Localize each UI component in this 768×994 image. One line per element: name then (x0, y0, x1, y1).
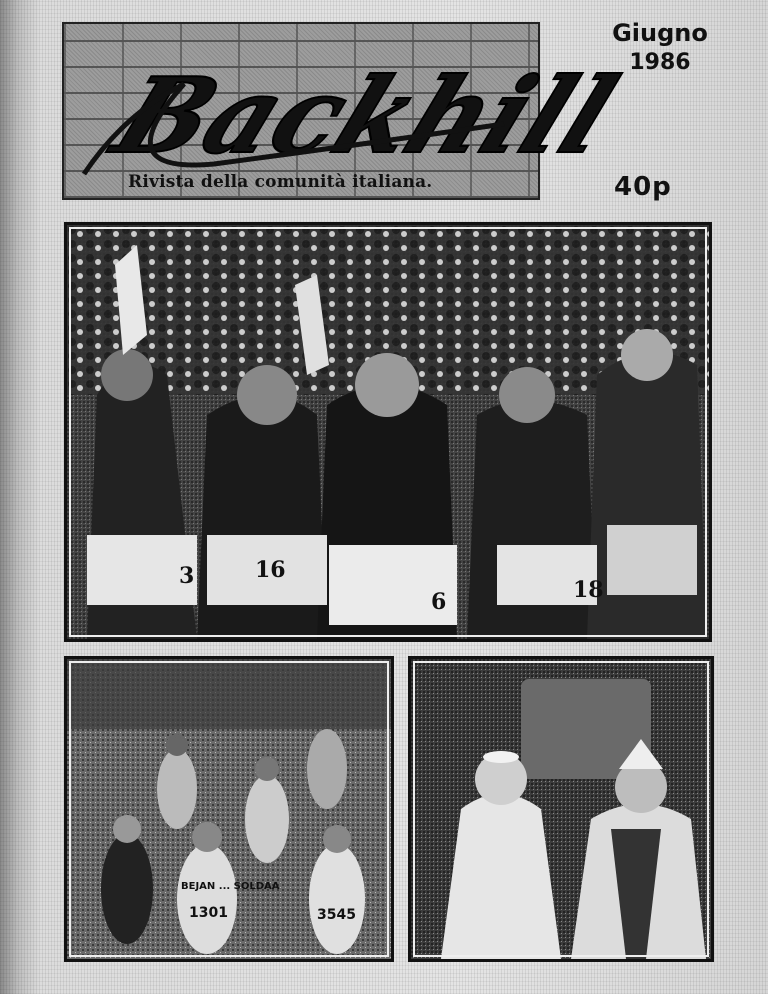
runner-bib-number: 1301 (189, 905, 228, 921)
issue-month: Giugno (612, 19, 708, 47)
runner-bib-number: 3545 (317, 907, 356, 923)
magazine-tagline: Rivista della comunità italiana. (128, 172, 433, 192)
issue-date (560, 18, 760, 78)
photo-marathon-runners (64, 656, 394, 962)
cover-price: 40p (614, 172, 672, 202)
jersey-number: 16 (255, 557, 286, 583)
runner-shirt-text: BEJAN ... SOLDAA (181, 881, 280, 892)
jersey-number: 3 (179, 563, 195, 589)
jersey-number: 18 (573, 577, 604, 603)
jersey-number: 6 (431, 589, 447, 615)
svg-text:Backhill: Backhill (98, 53, 633, 177)
issue-year: 1986 (629, 50, 691, 75)
photo-pope-and-clergy (408, 656, 714, 962)
main-photo-football-celebration (64, 222, 712, 642)
